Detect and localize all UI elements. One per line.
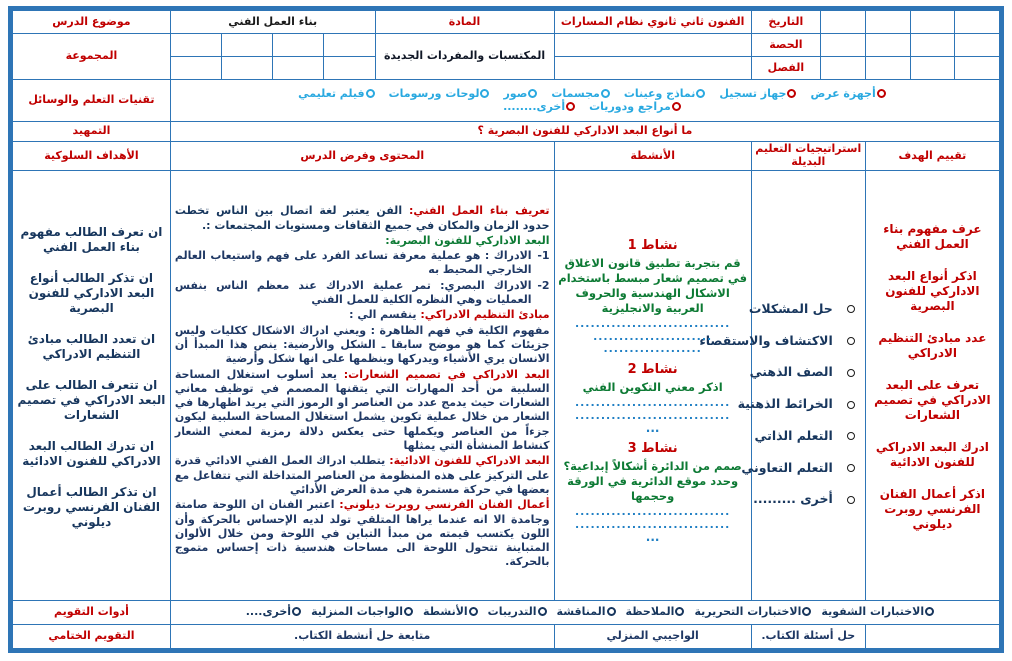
strategy-label: التعلم التعاوني (741, 459, 833, 475)
content-visual-items (175, 249, 550, 307)
col-header-strategies: استراتيجيات التعليم البديلة (751, 142, 865, 171)
media-option-label: مراجع ودوريات (589, 99, 671, 113)
col-header-objectives: الأهداف السلوكية (13, 142, 171, 171)
radio-circle-icon[interactable] (601, 89, 610, 98)
list-item: ان تذكر الطالب أنواع البعد الاداركي للفنون البصرية (28, 271, 155, 315)
activity-blank-line: .............................. (574, 317, 731, 331)
media-options-cell (170, 80, 999, 122)
list-item[interactable] (699, 332, 855, 349)
bullet-circle-icon[interactable] (847, 496, 855, 504)
new-vocabulary-value: المكتسبات والمفردات الجديدة (375, 34, 554, 80)
radio-circle-icon[interactable] (877, 89, 886, 98)
header-row-topic (13, 11, 1000, 34)
evaluation-list (869, 222, 996, 532)
activity-title: نشاط 1 (627, 238, 678, 254)
list-item (174, 278, 550, 308)
radio-circle-icon[interactable] (538, 607, 547, 616)
activities-list (555, 226, 751, 544)
radio-circle-icon[interactable] (787, 89, 796, 98)
blank-cell (273, 57, 324, 80)
activity-blank-line: ................... (603, 342, 702, 356)
tool-option[interactable] (311, 606, 413, 619)
activity-blank-line: ....................... (593, 329, 713, 343)
strategies-cell (699, 171, 865, 601)
item-text: تمر عملية الادراك عند معظم الناس بنفس العمليات وهي النظره الكلية للعمل الفني (174, 278, 532, 307)
assessment-tools-label: أدوات التقويم (13, 601, 171, 625)
activity-body: اذكر معني التكوين الفني (582, 379, 723, 394)
content-definition-title: تعريف بناء العمل الفني: (408, 204, 550, 218)
bullet-circle-icon[interactable] (847, 337, 855, 345)
content-principles-title: مبادئ التنظيم الادراكي: (420, 308, 550, 322)
tool-option[interactable] (488, 606, 547, 619)
grade-value: الفنون ثاني ثانوي نظام المسارات (554, 11, 751, 34)
item-title: الادراك البصري: (440, 278, 532, 292)
final-assessment-row (13, 625, 1000, 649)
radio-circle-icon[interactable] (528, 89, 537, 98)
bullet-circle-icon[interactable] (847, 401, 855, 409)
header-row-period (13, 34, 1000, 57)
list-item: عرف مفهوم بناء العمل الفني (883, 222, 982, 251)
tool-label: الأنشطة (422, 605, 468, 619)
bullet-circle-icon[interactable] (847, 305, 855, 313)
content-logos-text: يعد أسلوب استغلال المساحة السلبية من أحد المهارات التي يتقنها المصمم في توظيف معاني الشعارات حيث يدمج عدد من العناصر او الرموز التي يريد اظهارها في الشعار من خلال عملية تكوين يشمل استغلال المساحة السلبية ليكون جزءاً من العناصر ويكملها حتى يعكس دلالة رمزية لمعني الشعار كنشاط المنشأة التي يمثلها (174, 367, 550, 453)
content-cell (170, 171, 554, 601)
objectives-cell (13, 171, 171, 601)
activity-title: نشاط 3 (627, 441, 678, 457)
radio-circle-icon[interactable] (675, 607, 684, 616)
final-assessment-label: التقويم الختامي (13, 625, 171, 649)
media-option-label: مجسمات (551, 86, 600, 100)
media-option-label: جهاز تسجيل (719, 86, 787, 100)
activity-body: صمم من الدائرة أشكالاً إبداعية؟ وحدد موقع الدائرية في الورقة وحجمها (563, 459, 742, 504)
tool-label: الاختبارات التحريرية (694, 605, 802, 619)
radio-circle-icon[interactable] (366, 89, 375, 98)
media-row-label: تقنيات التعلم والوسائل (13, 80, 171, 122)
content-visual-title: البعد الاداركي للفنون البصرية: (385, 233, 550, 247)
list-item: اذكر أنواع البعد الاداركي للفنون البصرية (885, 269, 980, 313)
lesson-content (171, 200, 554, 569)
content-performing-text: يتطلب ادراك العمل الفني الادائي قدرة على التركيز على هذه المنظومة من العناصر المتداخلة التي تتفاعل مع بعضها في حركة مستمرة هي مدة العرض الأدائي (174, 454, 550, 496)
item-title: الادراك : (484, 249, 532, 263)
class-label: الفصل (751, 57, 820, 80)
radio-circle-icon[interactable] (672, 102, 681, 111)
media-option[interactable] (810, 88, 885, 101)
item-text: هو عملية معرفة تساعد الفرد على فهم واستيعاب العالم الخارجي المحيط به (174, 249, 532, 277)
tool-label: الواجبات المنزلية (311, 605, 403, 619)
media-option-label: فيلم تعليمي (298, 86, 365, 100)
assessment-tools-row (13, 601, 1000, 625)
list-item: تعرف على البعد الادراكي في تصميم الشعارات (874, 378, 991, 422)
blank-cell (324, 34, 375, 57)
media-option-label: صور (503, 86, 528, 100)
strategy-label: حل المشكلات (748, 300, 833, 316)
col-header-content: المحتوى وفرض الدرس (170, 142, 554, 171)
media-option[interactable] (719, 88, 796, 101)
lesson-plan-table (12, 10, 1000, 649)
activities-cell (554, 171, 751, 601)
bullet-circle-icon[interactable] (847, 369, 855, 377)
tool-option[interactable] (694, 606, 811, 619)
activity-blank-line: .............................. (574, 395, 731, 409)
lesson-topic-value: بناء العمل الفني (170, 11, 375, 34)
blank-cell (865, 34, 910, 57)
media-option[interactable] (503, 101, 575, 114)
final-evaluation-cell (865, 625, 999, 649)
warmup-row (13, 122, 1000, 142)
list-item: ان تعرف الطالب مفهوم بناء العمل الفني (20, 225, 163, 254)
media-row (13, 80, 1000, 122)
activity-blank-line: ... (645, 530, 660, 545)
list-item: عدد مبادئ التنظيم الادراكي (878, 331, 987, 360)
activity-blank-line: .............................. (574, 505, 731, 519)
radio-circle-icon[interactable] (469, 607, 478, 616)
blank-cell (554, 57, 751, 80)
activity-blank-line: .............................. (574, 408, 731, 422)
radio-circle-icon[interactable] (925, 607, 934, 616)
blank-cell (554, 34, 751, 57)
final-activities-cell: الواجيبي المنزلي (554, 625, 751, 649)
list-item (174, 249, 550, 278)
body-row (13, 171, 1000, 601)
radio-circle-icon[interactable] (802, 607, 811, 616)
media-option[interactable] (389, 88, 490, 101)
tool-option[interactable] (821, 606, 934, 619)
content-logos-title: البعد الادراكي في تصميم الشعارات: (343, 367, 550, 381)
media-option[interactable] (589, 101, 681, 114)
strategy-label: الصف الذهني (749, 364, 833, 380)
final-strategies-cell: حل أسئلة الكتاب. (751, 625, 865, 649)
content-logos (175, 368, 550, 454)
warmup-text: ما أنواع البعد الاداركي للفنون البصرية ؟ (170, 122, 999, 142)
media-option-label: أخرى........ (503, 99, 566, 113)
content-definition-text: الفن يعتبر لغة اتصال بين الناس تخطت حدود الزمان والمكان في جميع الثقافات ومستويات المجتمعات :. (174, 204, 550, 232)
strategy-label: أخرى ......... (753, 491, 833, 507)
radio-circle-icon[interactable] (696, 89, 705, 98)
radio-circle-icon[interactable] (292, 607, 301, 616)
blank-cell (955, 57, 1000, 80)
item-number: 2- (537, 278, 550, 292)
list-item[interactable] (749, 364, 855, 380)
blank-cell (955, 34, 1000, 57)
lesson-plan-frame (8, 6, 1004, 653)
tool-option[interactable] (423, 606, 478, 619)
tool-option[interactable] (246, 606, 301, 619)
lesson-topic-label: موضوع الدرس (13, 11, 171, 34)
blank-cell (821, 57, 866, 80)
activity-title: نشاط 2 (627, 362, 678, 378)
blank-cell (324, 57, 375, 80)
period-label: الحصة (751, 34, 820, 57)
activity-blank-line: .............................. (574, 517, 731, 531)
group-label: المجموعة (13, 34, 171, 80)
strategy-label: الاكتشاف والاستقصاء (699, 332, 833, 348)
blank-cell (910, 34, 955, 57)
content-principles (175, 308, 550, 322)
content-principles-text: مفهوم الكلية في فهم الظاهرة : ويعني ادراك الاشكال ككليات وليس جزيئات كما هو موضح سابقا ـ الشكل والأرضية: ينص هذا المبدأ أن الانسان يري الأشياء ويدركها وينظمها على انها شكل وأرضية (174, 323, 550, 366)
content-artist-title: أعمال الفنان الفرنسي روبرت ديلوني: (339, 498, 550, 512)
list-item: ان تدرك الطالب البعد الادراكي للفنون الادائية (22, 439, 161, 468)
blank-cell (273, 34, 324, 57)
tool-label: أخرى.... (245, 605, 292, 619)
radio-circle-icon[interactable] (404, 607, 413, 616)
bullet-circle-icon[interactable] (847, 432, 855, 440)
blank-cell (170, 57, 221, 80)
blank-cell (865, 57, 910, 80)
list-item[interactable] (748, 300, 855, 317)
blank-cell (821, 11, 866, 34)
tool-label: المناقشة (556, 605, 606, 619)
list-item[interactable] (741, 459, 855, 476)
tool-label: الاختبارات الشفوية (821, 605, 925, 619)
list-item[interactable] (737, 396, 855, 412)
blank-cell (222, 34, 273, 57)
radio-circle-icon[interactable] (480, 89, 489, 98)
blank-cell (170, 34, 221, 57)
col-header-activities: الأنشطة (554, 142, 751, 171)
list-item[interactable] (754, 427, 855, 444)
list-item: ان تذكر الطالب أعمال الفنان الفرنسي روبرت ديلوني (22, 485, 161, 529)
subject-label: المادة (375, 11, 554, 34)
activity-blank-line: ... (645, 421, 660, 436)
tool-option[interactable] (557, 606, 616, 619)
date-label: التاريخ (751, 11, 820, 34)
strategies-list (699, 247, 865, 507)
content-performing (175, 454, 550, 497)
media-option-label: أجهزة عرض (810, 86, 876, 100)
blank-cell (865, 11, 910, 34)
item-number: 1- (537, 249, 550, 263)
bullet-circle-icon[interactable] (847, 464, 855, 472)
blank-cell (821, 34, 866, 57)
blank-cell (910, 57, 955, 80)
list-item: ان تعدد الطالب مبادئ التنظيم الادراكي (27, 332, 156, 361)
blank-cell (955, 11, 1000, 34)
strategy-label: الخرائط الذهنية (737, 396, 833, 412)
warmup-label: التمهيد (13, 122, 171, 142)
content-artist (175, 498, 550, 569)
tool-option[interactable] (626, 606, 685, 619)
content-principles-lead: ينقسم الي : (349, 308, 417, 322)
final-content-cell: متابعة حل أنشطة الكتاب. (170, 625, 554, 649)
tool-label: الملاحظة (625, 605, 675, 619)
blank-cell (910, 11, 955, 34)
list-item[interactable] (753, 491, 855, 507)
column-header-row (13, 142, 1000, 171)
content-definition (175, 204, 550, 233)
list-item: اذكر أعمال الفنان الفرنسي روبرت ديلوني (879, 487, 985, 531)
blank-cell (222, 57, 273, 80)
media-option-label: نماذج وعينات (623, 86, 696, 100)
content-artist-text: اعتبر الفنان ان اللوحة صامتة وجامدة الا انه عندما يراها المتلقي تولد لديه الإحساس بالحركة وأن اللون يكتسب قيمته من مبدأ التباين في اللوحة ومن خلال الألوان المتباينة تتحول اللوحة الى مساحات هندسية ذات إحساس متموج بالحركة. (174, 498, 550, 569)
radio-circle-icon[interactable] (607, 607, 616, 616)
assessment-tools-cell (170, 601, 999, 625)
activity-body: قم بتجربة تطبيق قانون الاغلاق في تصميم شعار مبسط باستخدام الاشكال الهندسية والحروف العربية والانجليزية (558, 256, 748, 316)
list-item: ان تتعرف الطالب على البعد الادراكي في تصميم الشعارات (17, 378, 166, 422)
strategy-label: التعلم الذاتي (754, 427, 833, 443)
evaluation-cell (865, 171, 999, 601)
col-header-evaluation: تقييم الهدف (865, 142, 999, 171)
objectives-list (16, 225, 167, 530)
media-option[interactable] (298, 88, 374, 101)
radio-circle-icon[interactable] (566, 102, 575, 111)
list-item: ادرك البعد الادراكي للفنون الادائية (875, 440, 989, 469)
media-option-label: لوحات ورسومات (388, 86, 480, 100)
tool-label: التدريبات (487, 605, 537, 619)
content-performing-title: البعد الادراكي للفنون الادائية: (389, 454, 550, 468)
